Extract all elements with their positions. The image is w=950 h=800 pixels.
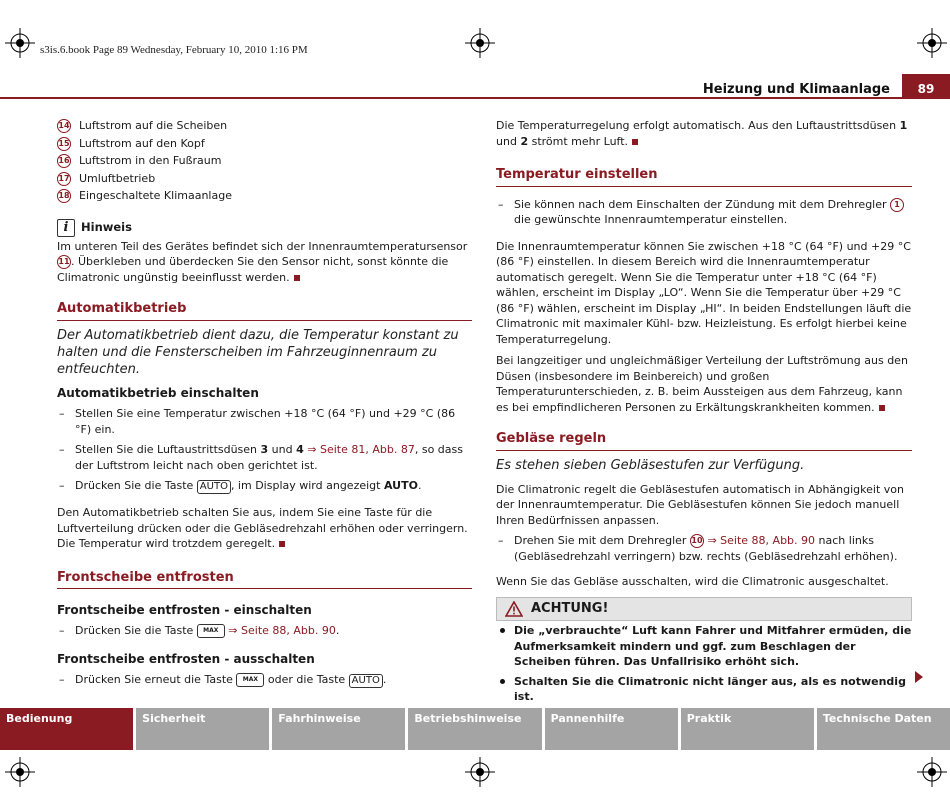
continue-arrow-icon bbox=[915, 671, 923, 683]
page-number: 89 bbox=[902, 74, 950, 98]
registration-mark-top-center bbox=[465, 28, 495, 58]
max-defrost-key-icon: MAX bbox=[197, 624, 225, 638]
legend-text: Umluftbetrieb bbox=[79, 171, 156, 185]
list-item bbox=[57, 171, 472, 189]
tab-praktik[interactable]: Praktik bbox=[681, 708, 814, 750]
registration-mark-top-right bbox=[917, 28, 947, 58]
info-icon: i bbox=[57, 219, 75, 237]
paragraph: Bei langzeitiger und ungleichmäßiger Verteilung der Luftströmung aus den Düsen (insbesondere im Beinbereich) und großen Temperaturunterschieden, z. B. beim Aussteigen aus dem Fahrzeug, kann es bei empfindlicheren Personen zu Erkältungskrankheiten kommen. bbox=[496, 354, 908, 414]
list-item bbox=[57, 136, 472, 154]
tab-pannenhilfe[interactable]: Pannenhilfe bbox=[545, 708, 678, 750]
list-item bbox=[57, 188, 472, 206]
callout-number: 1 bbox=[890, 198, 904, 212]
section-end-marker bbox=[879, 405, 885, 411]
instruction-step: – Drücken Sie die Taste AUTO , im Display wird angezeigt AUTO. bbox=[57, 478, 472, 494]
list-item bbox=[57, 118, 472, 136]
tab-sicherheit[interactable]: Sicherheit bbox=[136, 708, 269, 750]
section-heading-temperatur: Temperatur einstellen bbox=[496, 167, 912, 187]
auto-key-icon: AUTO bbox=[197, 480, 231, 494]
tab-bedienung[interactable]: Bedienung bbox=[0, 708, 133, 750]
warning-header bbox=[496, 597, 912, 621]
instruction-step: – Stellen Sie die Luftaustrittsdüsen 3 und 4 ⇒ Seite 81, Abb. 87, so dass der Luftstrom leicht nach oben gerichtet ist. bbox=[57, 442, 472, 473]
warning-body bbox=[496, 621, 912, 705]
warning-item: Schalten Sie die Climatronic nicht länger aus, als es notwendig ist. bbox=[496, 674, 912, 705]
auto-key-icon: AUTO bbox=[349, 674, 383, 688]
instruction-step: – Stellen Sie eine Temperatur zwischen +18 °C (64 °F) und +29 °C (86 °F) ein. bbox=[57, 406, 472, 437]
paragraph: Die Innenraumtemperatur können Sie zwischen +18 °C (64 °F) und +29 °C (86 °F) einstellen. In diesem Bereich wird die Innenraumtemperatur automatisch geregelt. Wenn Sie die Temperatur unter +18 °C (64 °F) wählen, erscheint im Display „LO“. Wenn Sie die Temperatur über +29 °C (86 °F) wählen, erscheint im Display „HI“. In beiden Endstellungen läuft die Climatronic mit maximaler Kühl- bzw. Heizleistung. Es erfolgt hierbei keine Temperaturregelung. bbox=[496, 239, 912, 346]
legend-text: Luftstrom auf die Scheiben bbox=[79, 119, 228, 132]
header-rule bbox=[0, 97, 950, 99]
callout-number: 10 bbox=[690, 534, 704, 548]
page-reference-link[interactable]: ⇒ Seite 88, Abb. 90 bbox=[228, 623, 336, 637]
warning-item: Die „verbrauchte“ Luft kann Fahrer und Mitfahrer ermüden, die Aufmerksamkeit mindern und ggf. zum Beschlagen der Scheiben führen. Das Unfallrisiko erhöht sich. bbox=[496, 623, 912, 670]
callout-number: 15 bbox=[57, 137, 71, 151]
section-heading-geblaese: Gebläse regeln bbox=[496, 431, 912, 451]
page-reference-link[interactable]: ⇒ Seite 81, Abb. 87 bbox=[307, 443, 415, 456]
subheading: Automatikbetrieb einschalten bbox=[57, 385, 259, 400]
hinweis-title: Hinweis bbox=[81, 219, 132, 234]
section-end-marker bbox=[632, 139, 638, 145]
section-lead: Der Automatikbetrieb dient dazu, die Temperatur konstant zu halten und die Fensterscheiben im Fahrzeuginnenraum zu entfeuchten. bbox=[57, 327, 459, 377]
paragraph: Die Climatronic regelt die Gebläsestufen automatisch in Abhängigkeit von der Innenraumtemperatur. Die Gebläsestufen können Sie jedoch manuell Ihren Bedürfnissen anpassen. bbox=[496, 482, 904, 527]
registration-mark-bottom-right bbox=[917, 757, 947, 787]
section-lead: Es stehen sieben Gebläsestufen zur Verfügung. bbox=[496, 457, 805, 473]
section-end-marker bbox=[279, 541, 285, 547]
paragraph: Den Automatikbetrieb schalten Sie aus, indem Sie eine Taste für die Luftverteilung drücken oder die Gebläsedrehzahl erhöhen oder verringern. Die Temperatur wird trotzdem geregelt. bbox=[57, 506, 468, 550]
tab-technische-daten[interactable]: Technische Daten bbox=[817, 708, 950, 750]
section-heading-automatikbetrieb: Automatikbetrieb bbox=[57, 301, 472, 321]
callout-number: 16 bbox=[57, 154, 71, 168]
tab-fahrhinweise[interactable]: Fahrhinweise bbox=[272, 708, 405, 750]
callout-number: 17 bbox=[57, 172, 71, 186]
book-info-line: s3is.6.book Page 89 Wednesday, February 10, 2010 1:16 PM bbox=[40, 44, 308, 56]
chapter-tabs bbox=[0, 708, 950, 750]
legend-text: Eingeschaltete Klimaanlage bbox=[79, 189, 232, 202]
subheading: Frontscheibe entfrosten - einschalten bbox=[57, 603, 312, 617]
list-item bbox=[57, 153, 472, 171]
registration-mark-bottom-center bbox=[465, 757, 495, 787]
instruction-step: – Sie können nach dem Einschalten der Zündung mit dem Drehregler 1 die gewünschte Innenraumtemperatur einstellen. bbox=[496, 197, 912, 228]
hinweis-text: Im unteren Teil des Gerätes befindet sich der Innenraumtemperatursensor 11. Überkleben und überdecken Sie den Sensor nicht, sonst könnte die Climatronic ungünstig beeinflusst werden. bbox=[57, 239, 468, 284]
instruction-step: – Drücken Sie erneut die Taste MAX oder die Taste AUTO . bbox=[57, 672, 472, 688]
max-defrost-key-icon: MAX bbox=[236, 673, 264, 687]
warning-triangle-icon bbox=[505, 601, 523, 617]
right-column bbox=[496, 118, 912, 590]
subheading: Frontscheibe entfrosten - ausschalten bbox=[57, 652, 315, 666]
paragraph: Wenn Sie das Gebläse ausschalten, wird die Climatronic ausgeschaltet. bbox=[496, 575, 889, 588]
instruction-step: – Drehen Sie mit dem Drehregler 10 ⇒ Seite 88, Abb. 90 nach links (Gebläsedrehzahl verringern) bzw. rechts (Gebläsedrehzahl erhöhen). bbox=[496, 533, 912, 564]
callout-number: 11 bbox=[57, 255, 71, 269]
legend-text: Luftstrom auf den Kopf bbox=[79, 136, 205, 150]
hinweis-box bbox=[57, 219, 472, 286]
paragraph: Die Temperaturregelung erfolgt automatisch. Aus den Luftaustrittsdüsen 1 und 2 strömt mehr Luft. bbox=[496, 119, 908, 148]
registration-mark-bottom-left bbox=[5, 757, 35, 787]
section-heading-frontscheibe: Frontscheibe entfrosten bbox=[57, 570, 472, 590]
callout-legend bbox=[57, 118, 472, 206]
warning-box bbox=[496, 597, 912, 703]
page-header-title: Heizung und Klimaanlage bbox=[702, 82, 890, 97]
warning-title: ACHTUNG! bbox=[531, 601, 609, 616]
registration-mark-top-left bbox=[5, 28, 35, 58]
tab-betriebshinweise[interactable]: Betriebshinweise bbox=[408, 708, 541, 750]
section-end-marker bbox=[294, 275, 300, 281]
callout-number: 14 bbox=[57, 119, 71, 133]
instruction-step: – Drücken Sie die Taste MAX ⇒ Seite 88, Abb. 90. bbox=[57, 623, 472, 639]
left-column bbox=[57, 118, 472, 688]
callout-number: 18 bbox=[57, 189, 71, 203]
page-reference-link[interactable]: ⇒ Seite 88, Abb. 90 bbox=[707, 534, 816, 547]
legend-text: Luftstrom in den Fußraum bbox=[79, 154, 222, 167]
